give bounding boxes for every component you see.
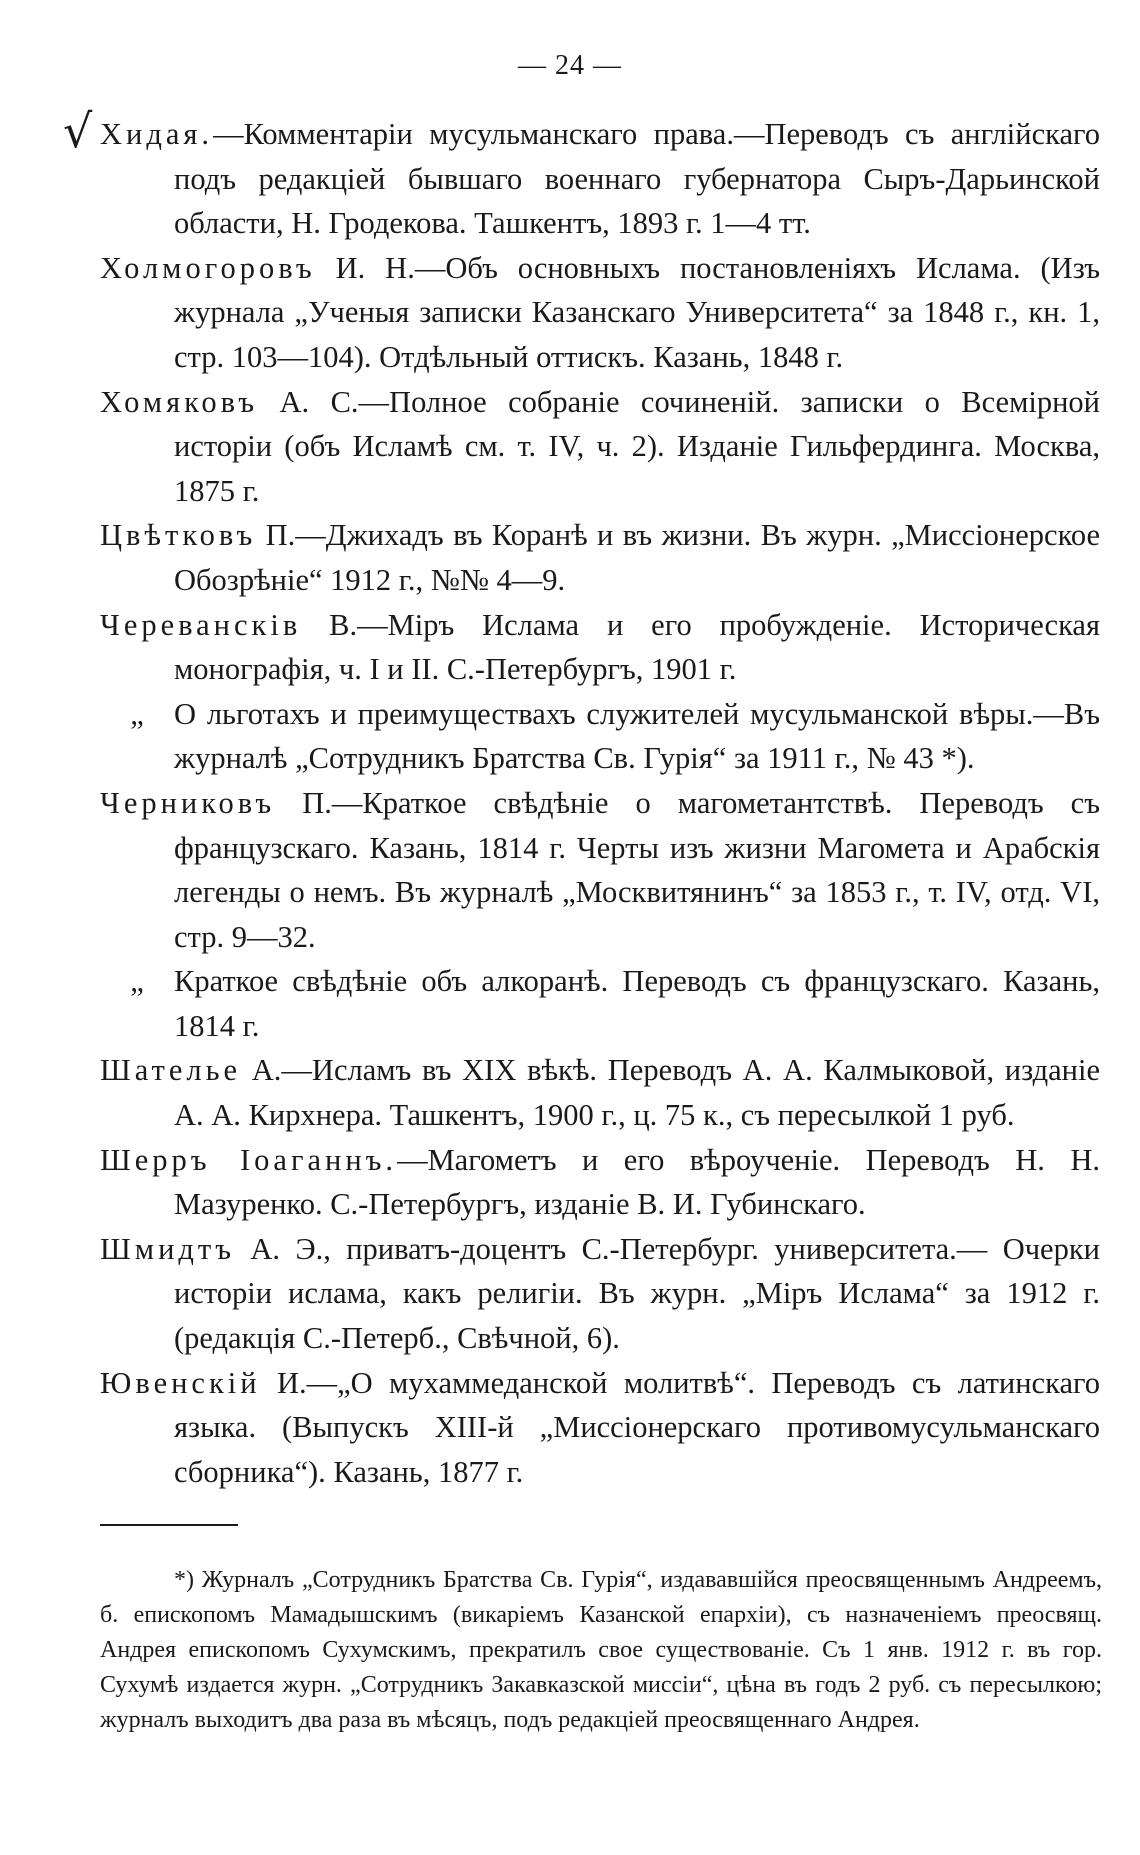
bibliography-entry [100,781,1100,959]
ditto-mark: „ [130,964,144,999]
handwritten-check-mark: √ [63,104,93,158]
entry-text: И. Н.—Объ основныхъ постановленіяхъ Ислама. (Изъ журнала „Ученыя записки Казанскаго Университета“ за 1848 г., кн. 1, стр. 103—104). Отдѣльный оттискъ. Казань, 1848 г. [174,250,1100,374]
entry-author: Холмогоровъ [100,250,316,285]
entry-author: Ювенскій [100,1365,261,1400]
bibliography-entry [100,1361,1100,1495]
bibliography-entry [100,1138,1100,1227]
entry-text: В.—Міръ Ислама и его пробужденіе. Историческая монографія, ч. I и II. С.-Петербургъ, 1901 г. [174,607,1100,687]
entry-text: И.—„О мухаммеданской молитвѣ“. Переводъ съ латинскаго языка. (Выпускъ XIII-й „Миссіонерскаго противомусульманскаго сборника“). Казань, 1877 г. [174,1365,1100,1489]
entry-text: П.—Краткое свѣдѣніе о магометантствѣ. Переводъ съ французскаго. Казань, 1814 г. Черты изъ жизни Магомета и Арабскія легенды о немъ. Въ журналѣ „Москвитянинъ“ за 1853 г., т. IV, отд. VI, стр. 9—32. [174,785,1100,954]
entry-author: Хидая. [100,117,214,151]
entry-text: А. Э., приватъ-доцентъ С.-Петербург. университета.— Очерки исторіи ислама, какъ религіи. Въ журн. „Міръ Ислама“ за 1912 г. (редакція С.-Петерб., Свѣчной, 6). [174,1231,1100,1356]
bibliography-entry-ditto [100,959,1100,1048]
entry-text: А. С.—Полное собраніе сочиненій. записки о Всемірной исторіи (объ Исламѣ см. т. IV, ч. 2). Изданіе Гильфердинга. Москва, 1875 г. [174,384,1100,508]
entry-text: П.—Джихадъ въ Коранѣ и въ жизни. Въ журн. „Миссіонерское Обозрѣніе“ 1912 г., №№ 4—9. [174,518,1100,597]
entry-author: Шателье [100,1053,242,1088]
bibliography-entry-ditto [100,692,1100,781]
footnote-divider [100,1524,238,1526]
entry-text: —Магометъ и его вѣроученіе. Переводъ Н. Н. Мазуренко. С.-Петербургъ, изданіе В. И. Губинскаго. [174,1142,1100,1222]
entry-text: О льготахъ и преимуществахъ служителей мусульманской вѣры.—Въ журналѣ „Сотрудникъ Братства Св. Гурія“ за 1911 г., № 43 *). [174,696,1100,776]
entry-text: —Комментаріи мусульманскаго права.—Переводъ съ англійскаго подъ редакціей бывшаго военнаго губернатора Сыръ-Дарьинской области, Н. Гродекова. Ташкентъ, 1893 г. 1—4 тт. [174,117,1100,241]
page-number: — 24 — [518,50,622,81]
entry-text: Краткое свѣдѣніе объ алкоранѣ. Переводъ съ французскаго. Казань, 1814 г. [174,964,1100,1043]
footnote-marker: *) [174,1567,194,1593]
entry-author: Хомяковъ [100,384,259,419]
bibliography-entry [100,380,1100,514]
entry-author: Черевансків [100,607,302,642]
bibliography-entry [100,112,1100,246]
entry-author: Шерръ Іоаганнъ. [100,1142,398,1177]
footnote-text: Журналъ „Сотрудникъ Братства Св. Гурія“, издававшійся преосвященнымъ Андреемъ, б. епископомъ Мамадышскимъ (викаріемъ Казанской епархіи), съ назначеніемъ преосвящ. Андрея епископомъ Сухумскимъ, прекратилъ свое существованіе. Съ 1 янв. 1912 г. въ гор. Сухумѣ издается журн. „Сотрудникъ Закавказской миссіи“, цѣна въ годъ 2 руб. съ пересылкою; журналъ выходитъ два раза въ мѣсяцъ, подъ редакціей преосвященнаго Андрея. [100,1567,1102,1733]
bibliography-list [100,112,1100,1494]
bibliography-entry [100,1227,1100,1361]
entry-author: Цвѣтковъ [100,518,257,553]
entry-text: А.—Исламъ въ XIX вѣкѣ. Переводъ А. А. Калмыковой, изданіе А. А. Кирхнера. Ташкентъ, 1900 г., ц. 75 к., съ пересылкой 1 руб. [174,1053,1100,1133]
ditto-mark: „ [130,696,144,731]
entry-author: Шмидтъ [100,1231,236,1266]
footnote [100,1563,1102,1738]
bibliography-entry [100,246,1100,380]
entry-author: Черниковъ [100,785,276,820]
bibliography-entry [100,1048,1100,1137]
bibliography-entry [100,603,1100,692]
bibliography-entry [100,513,1100,602]
